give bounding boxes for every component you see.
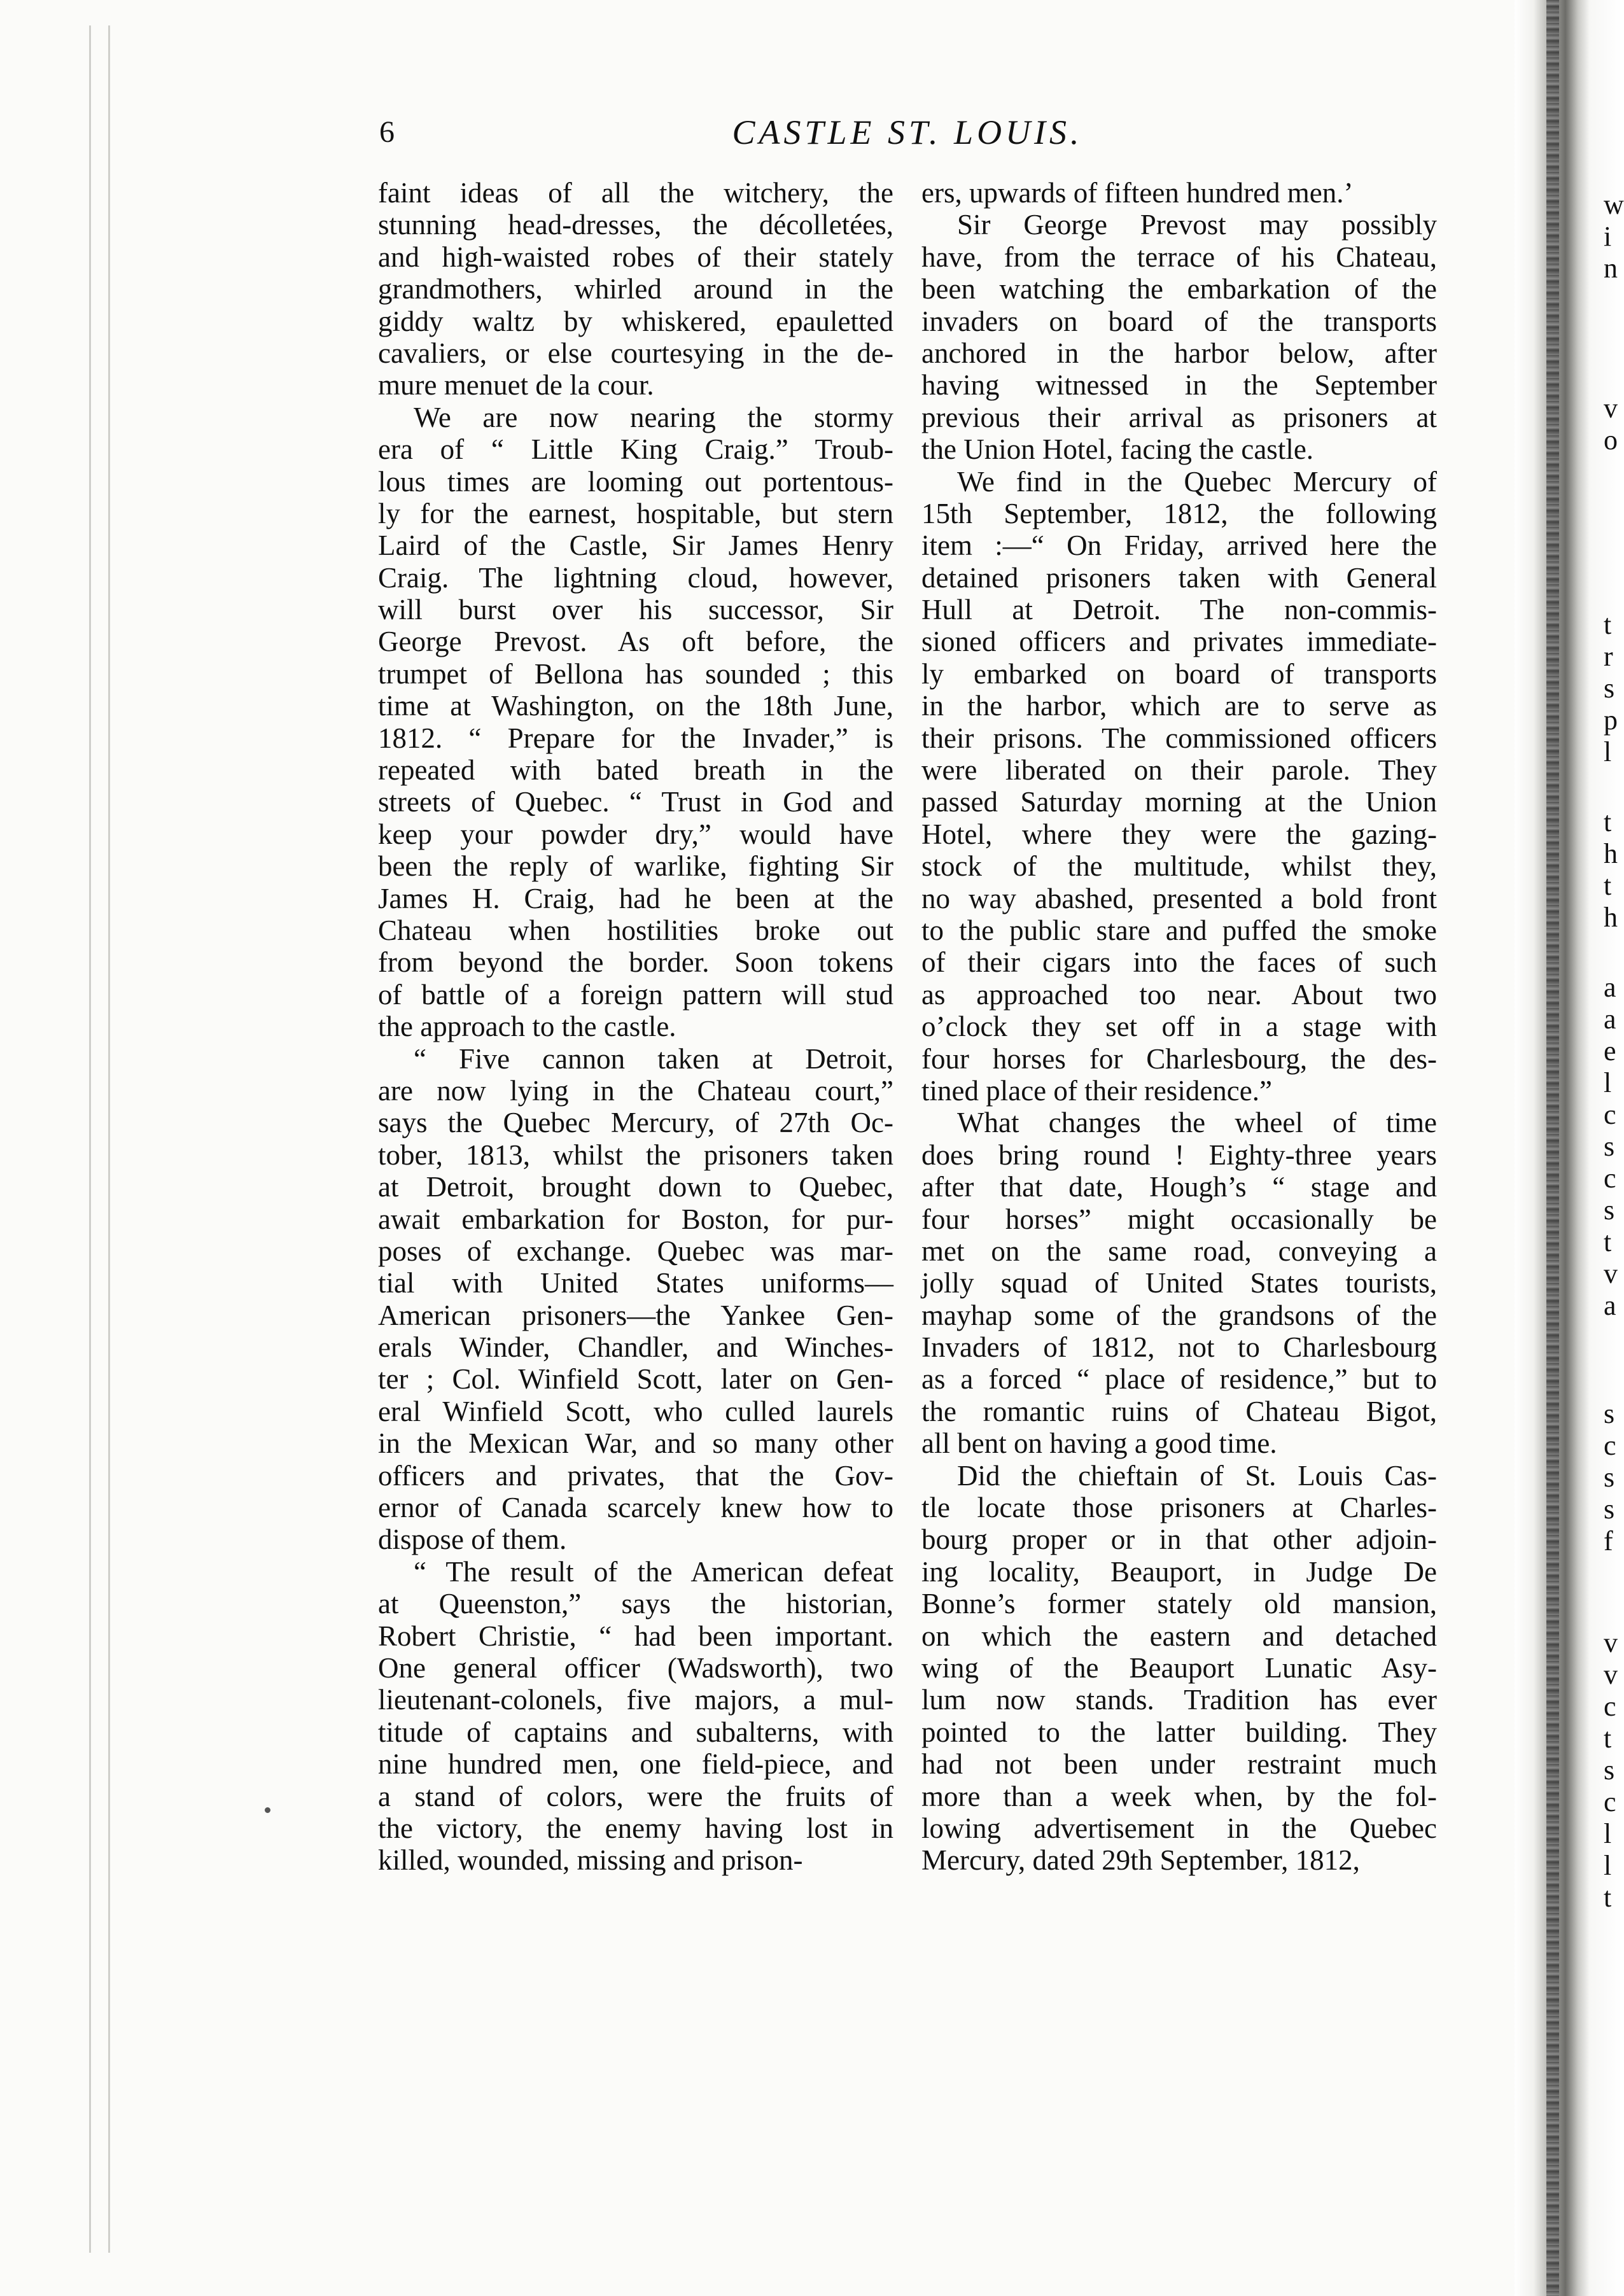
- text-line: bourg proper or in that other adjoin-: [921, 1523, 1437, 1556]
- text-line: been the reply of warlike, fighting Sir: [378, 850, 893, 883]
- text-line: does bring round ! Eighty-three years: [921, 1138, 1437, 1171]
- text-line: been watching the embarkation of the: [921, 273, 1437, 305]
- right-text-column: [921, 177, 1437, 1877]
- text-line: James H. Craig, had he been at the: [378, 882, 893, 914]
- text-line: nine hundred men, one field-piece, and: [378, 1748, 893, 1781]
- text-line: George Prevost. As oft before, the: [378, 626, 893, 658]
- text-line: ing locality, Beauport, in Judge De: [921, 1555, 1437, 1588]
- facing-letter: c: [1604, 1099, 1616, 1130]
- text-line: tle locate those prisoners at Charles-: [921, 1492, 1437, 1524]
- margin-rule: [108, 25, 110, 2253]
- margin-rule: [89, 25, 91, 2253]
- spine-shadow: [1546, 0, 1559, 2296]
- text-line: and high-waisted robes of their stately: [378, 241, 893, 273]
- text-line: at Detroit, brought down to Quebec,: [378, 1171, 893, 1203]
- text-line: “ Five cannon taken at Detroit,: [414, 1042, 893, 1075]
- facing-letter: s: [1604, 1131, 1615, 1162]
- facing-letter: v: [1604, 1258, 1618, 1289]
- text-line: at Queenston,” says the historian,: [378, 1588, 893, 1620]
- text-line: had not been under restraint much: [921, 1748, 1437, 1781]
- text-line: says the Quebec Mercury, of 27th Oc-: [378, 1107, 893, 1139]
- text-line: were liberated on their parole. They: [921, 754, 1437, 787]
- text-line: keep your powder dry,” would have: [378, 818, 893, 850]
- text-line: mure menuet de la cour.: [378, 369, 654, 402]
- facing-letter: s: [1604, 1494, 1615, 1525]
- facing-letter: v: [1604, 1627, 1618, 1658]
- text-line: Craig. The lightning cloud, however,: [378, 561, 893, 594]
- facing-letter: t: [1604, 806, 1612, 837]
- page-header: [379, 107, 1436, 158]
- text-line: era of “ Little King Craig.” Troub-: [378, 433, 893, 466]
- facing-letter: v: [1604, 393, 1618, 424]
- text-line: repeated with bated breath in the: [378, 754, 893, 787]
- text-line: detained prisoners taken with General: [921, 561, 1437, 594]
- facing-letter: t: [1604, 609, 1612, 640]
- text-line: as a forced “ place of residence,” but to: [921, 1363, 1437, 1396]
- facing-letter: s: [1604, 1194, 1615, 1226]
- text-line: stunning head-dresses, the décolletées,: [378, 209, 893, 241]
- page-number: 6: [379, 115, 395, 149]
- facing-page-fragments: [1604, 189, 1624, 2100]
- text-line: the approach to the castle.: [378, 1011, 676, 1043]
- facing-letter: a: [1604, 1290, 1616, 1321]
- left-text-column: [378, 177, 893, 1877]
- text-line: four horses” might occasionally be: [921, 1203, 1437, 1235]
- facing-letter: p: [1604, 704, 1618, 736]
- text-line: 15th September, 1812, the following: [921, 497, 1437, 529]
- text-line: the Union Hotel, facing the castle.: [921, 433, 1314, 466]
- text-line: are now lying in the Chateau court,”: [378, 1074, 893, 1107]
- text-line: ly embarked on board of transports: [921, 657, 1437, 690]
- text-line: tober, 1813, whilst the prisoners taken: [378, 1138, 893, 1171]
- facing-letter: t: [1604, 1882, 1612, 1913]
- text-line: Did the chieftain of St. Louis Cas-: [957, 1459, 1437, 1492]
- text-line: lum now stands. Tradition has ever: [921, 1684, 1437, 1716]
- text-line: American prisoners—the Yankee Gen-: [378, 1299, 893, 1331]
- text-line: no way abashed, presented a bold front: [921, 882, 1437, 914]
- text-line: passed Saturday morning at the Union: [921, 786, 1437, 818]
- text-line: What changes the wheel of time: [957, 1107, 1437, 1139]
- text-line: tial with United States uniforms—: [378, 1267, 893, 1299]
- text-line: pointed to the latter building. They: [921, 1716, 1437, 1748]
- facing-letter: a: [1604, 1004, 1616, 1035]
- text-line: time at Washington, on the 18th June,: [378, 690, 893, 722]
- facing-letter: t: [1604, 1226, 1612, 1257]
- text-line: in the harbor, which are to serve as: [921, 690, 1437, 722]
- text-line: Robert Christie, “ had been important.: [378, 1620, 893, 1652]
- text-line: lous times are looming out portentous-: [378, 465, 893, 498]
- facing-letter: v: [1604, 1659, 1618, 1690]
- text-line: previous their arrival as prisoners at: [921, 401, 1437, 433]
- text-line: Hotel, where they were the gazing-: [921, 818, 1437, 850]
- text-line: as approached too near. About two: [921, 978, 1437, 1011]
- text-line: faint ideas of all the witchery, the: [378, 177, 893, 209]
- text-line: erals Winder, Chandler, and Winches-: [378, 1331, 893, 1364]
- facing-letter: s: [1604, 1754, 1615, 1786]
- paper-speck: [265, 1807, 270, 1813]
- left-margin-rules: [89, 0, 127, 2296]
- text-line: officers and privates, that the Gov-: [378, 1459, 893, 1492]
- text-line: stock of the multitude, whilst they,: [921, 850, 1437, 883]
- facing-letter: f: [1604, 1525, 1613, 1557]
- text-line: of battle of a foreign pattern will stud: [378, 978, 893, 1011]
- text-line: item :—“ On Friday, arrived here the: [921, 529, 1437, 562]
- facing-letter: c: [1604, 1691, 1616, 1722]
- text-line: await embarkation for Boston, for pur-: [378, 1203, 893, 1235]
- text-line: after that date, Hough’s “ stage and: [921, 1171, 1437, 1203]
- text-line: Bonne’s former stately old mansion,: [921, 1588, 1437, 1620]
- facing-letter: o: [1604, 424, 1618, 456]
- text-line: dispose of them.: [378, 1523, 567, 1556]
- text-line: cavaliers, or else courtesying in the de-: [378, 337, 893, 369]
- text-line: Invaders of 1812, not to Charlesbourg: [921, 1331, 1437, 1364]
- facing-letter: l: [1604, 1067, 1612, 1098]
- facing-letter: l: [1604, 1850, 1612, 1881]
- facing-letter: s: [1604, 673, 1615, 704]
- text-line: all bent on having a good time.: [921, 1427, 1277, 1460]
- text-line: their prisons. The commissioned officers: [921, 722, 1437, 754]
- facing-letter: h: [1604, 838, 1618, 869]
- text-line: to the public stare and puffed the smoke: [921, 914, 1437, 946]
- text-line: Mercury, dated 29th September, 1812,: [921, 1844, 1360, 1877]
- facing-letter: t: [1604, 870, 1612, 901]
- text-line: One general officer (Wadsworth), two: [378, 1651, 893, 1684]
- text-line: 1812. “ Prepare for the Invader,” is: [378, 722, 893, 754]
- facing-letter: s: [1604, 1462, 1615, 1493]
- text-line: poses of exchange. Quebec was mar-: [378, 1235, 893, 1267]
- text-line: We find in the Quebec Mercury of: [957, 465, 1437, 498]
- text-line: in the Mexican War, and so many other: [378, 1427, 893, 1460]
- text-line: streets of Quebec. “ Trust in God and: [378, 786, 893, 818]
- text-line: four horses for Charlesbourg, the des-: [921, 1042, 1437, 1075]
- text-line: ly for the earnest, hospitable, but stern: [378, 497, 893, 529]
- text-line: tined place of their residence.”: [921, 1074, 1272, 1107]
- text-line: grandmothers, whirled around in the: [378, 273, 893, 305]
- text-line: the romantic ruins of Chateau Bigot,: [921, 1395, 1437, 1427]
- text-line: lowing advertisement in the Quebec: [921, 1812, 1437, 1844]
- text-line: lieutenant-colonels, five majors, a mul-: [378, 1684, 893, 1716]
- text-line: wing of the Beauport Lunatic Asy-: [921, 1651, 1437, 1684]
- text-line: sioned officers and privates immediate-: [921, 626, 1437, 658]
- text-line: ernor of Canada scarcely knew how to: [378, 1492, 893, 1524]
- facing-letter: l: [1604, 1818, 1612, 1849]
- facing-letter: n: [1604, 253, 1618, 284]
- text-line: Laird of the Castle, Sir James Henry: [378, 529, 893, 562]
- text-line: jolly squad of United States tourists,: [921, 1267, 1437, 1299]
- facing-letter: c: [1604, 1786, 1616, 1817]
- facing-letter: c: [1604, 1430, 1616, 1461]
- facing-letter: l: [1604, 736, 1612, 767]
- text-line: ter ; Col. Winfield Scott, later on Gen-: [378, 1363, 893, 1396]
- text-line: Sir George Prevost may possibly: [957, 209, 1437, 241]
- text-line: giddy waltz by whiskered, epauletted: [378, 305, 893, 337]
- text-line: having witnessed in the September: [921, 369, 1437, 402]
- text-line: killed, wounded, missing and prison-: [378, 1844, 803, 1877]
- facing-letter: h: [1604, 902, 1618, 933]
- facing-letter: r: [1604, 641, 1613, 672]
- text-line: ers, upwards of fifteen hundred men.’: [921, 177, 1354, 209]
- text-line: more than a week when, by the fol-: [921, 1780, 1437, 1812]
- text-line: have, from the terrace of his Chateau,: [921, 241, 1437, 273]
- text-line: on which the eastern and detached: [921, 1620, 1437, 1652]
- text-line: the victory, the enemy having lost in: [378, 1812, 893, 1844]
- text-line: o’clock they set off in a stage with: [921, 1011, 1437, 1043]
- text-line: of their cigars into the faces of such: [921, 946, 1437, 979]
- text-line: Hull at Detroit. The non-commis-: [921, 594, 1437, 626]
- text-line: trumpet of Bellona has sounded ; this: [378, 657, 893, 690]
- facing-letter: s: [1604, 1398, 1615, 1429]
- facing-letter: a: [1604, 972, 1616, 1003]
- facing-letter: w: [1604, 189, 1624, 220]
- facing-letter: i: [1604, 221, 1612, 252]
- text-line: Chateau when hostilities broke out: [378, 914, 893, 946]
- text-line: “ The result of the American defeat: [414, 1555, 893, 1588]
- facing-letter: c: [1604, 1163, 1616, 1194]
- running-title: CASTLE ST. LOUIS.: [732, 113, 1083, 151]
- facing-letter: e: [1604, 1035, 1616, 1067]
- facing-letter: t: [1604, 1723, 1612, 1754]
- text-line: titude of captains and subalterns, with: [378, 1716, 893, 1748]
- text-line: eral Winfield Scott, who culled laurels: [378, 1395, 893, 1427]
- text-line: anchored in the harbor below, after: [921, 337, 1437, 369]
- text-line: mayhap some of the grandsons of the: [921, 1299, 1437, 1331]
- text-line: met on the same road, conveying a: [921, 1235, 1437, 1267]
- text-line: We are now nearing the stormy: [414, 401, 893, 433]
- text-line: a stand of colors, were the fruits of: [378, 1780, 893, 1812]
- text-line: from beyond the border. Soon tokens: [378, 946, 893, 979]
- text-line: invaders on board of the transports: [921, 305, 1437, 337]
- text-line: will burst over his successor, Sir: [378, 594, 893, 626]
